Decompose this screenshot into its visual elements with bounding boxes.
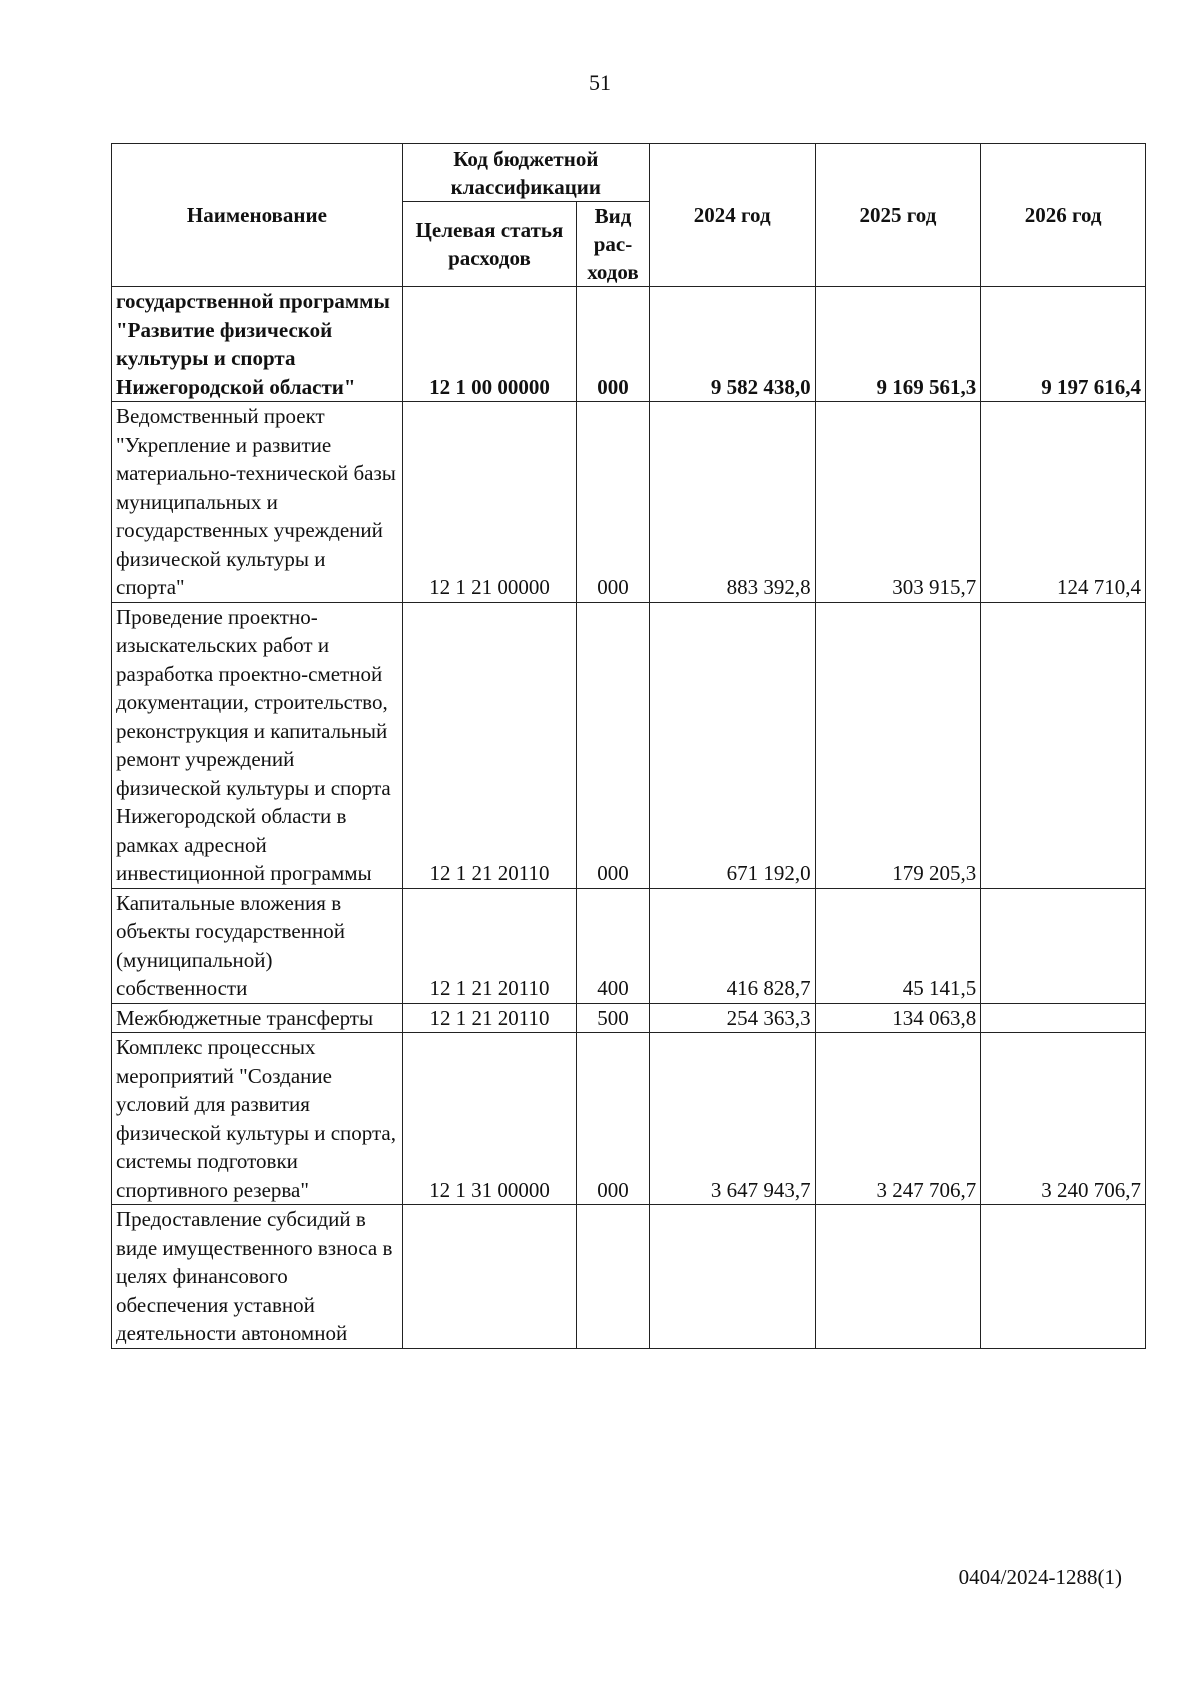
cell-kind: 400 [577, 888, 650, 1003]
cell-name: Межбюджетные трансферты [112, 1003, 403, 1033]
cell-code [402, 1205, 576, 1349]
cell-y2024: 9 582 438,0 [649, 287, 815, 402]
page-number: 51 [589, 70, 611, 95]
cell-name: Капитальные вложения в объекты государственной (муниципальной) собственности [112, 888, 403, 1003]
cell-y2024: 416 828,7 [649, 888, 815, 1003]
cell-y2026 [981, 1003, 1146, 1033]
cell-name: Комплекс процессных мероприятий "Создание условий для развития физической культуры и спорта, системы подготовки спортивного резерва" [112, 1033, 403, 1205]
cell-name: Предоставление субсидий в виде имущественного взноса в целях финансового обеспечения уставной деятельности автономной [112, 1205, 403, 1349]
cell-y2026 [981, 602, 1146, 888]
header-name: Наименование [112, 144, 403, 287]
table-row [112, 287, 1146, 402]
header-kind: Вид рас- ходов [577, 202, 650, 287]
cell-y2025: 9 169 561,3 [815, 287, 981, 402]
cell-y2025: 45 141,5 [815, 888, 981, 1003]
cell-kind: 000 [577, 602, 650, 888]
cell-kind: 000 [577, 1033, 650, 1205]
header-2025: 2025 год [815, 144, 981, 287]
table-row [112, 1003, 1146, 1033]
cell-kind: 000 [577, 402, 650, 603]
cell-y2024: 254 363,3 [649, 1003, 815, 1033]
table-row [112, 888, 1146, 1003]
cell-code: 12 1 21 20110 [402, 602, 576, 888]
cell-y2026: 3 240 706,7 [981, 1033, 1146, 1205]
cell-kind: 500 [577, 1003, 650, 1033]
cell-y2025 [815, 1205, 981, 1349]
table-body [112, 287, 1146, 1349]
cell-code: 12 1 21 00000 [402, 402, 576, 603]
cell-code: 12 1 21 20110 [402, 1003, 576, 1033]
cell-y2026: 124 710,4 [981, 402, 1146, 603]
cell-y2024: 3 647 943,7 [649, 1033, 815, 1205]
table-row [112, 602, 1146, 888]
cell-code: 12 1 21 20110 [402, 888, 576, 1003]
cell-name: государственной программы "Развитие физической культуры и спорта Нижегородской области" [112, 287, 403, 402]
budget-table [111, 143, 1146, 1349]
cell-y2025: 134 063,8 [815, 1003, 981, 1033]
table-row [112, 1205, 1146, 1349]
cell-y2026: 9 197 616,4 [981, 287, 1146, 402]
cell-y2026 [981, 888, 1146, 1003]
cell-kind [577, 1205, 650, 1349]
cell-name: Ведомственный проект "Укрепление и развитие материально-технической базы муниципальных и государственных учреждений физической культуры и спорта" [112, 402, 403, 603]
cell-y2024: 883 392,8 [649, 402, 815, 603]
header-code-group: Код бюджетной классификации [402, 144, 649, 202]
cell-y2025: 3 247 706,7 [815, 1033, 981, 1205]
document-code: 0404/2024-1288(1) [958, 1565, 1122, 1589]
cell-y2025: 179 205,3 [815, 602, 981, 888]
cell-y2025: 303 915,7 [815, 402, 981, 603]
header-target: Целевая статья расходов [402, 202, 576, 287]
cell-code: 12 1 31 00000 [402, 1033, 576, 1205]
cell-code: 12 1 00 00000 [402, 287, 576, 402]
header-2026: 2026 год [981, 144, 1146, 287]
table-row [112, 1033, 1146, 1205]
cell-name: Проведение проектно-изыскательских работ и разработка проектно-сметной документации, строительство, реконструкция и капитальный ремонт учреждений физической культуры и спорта Нижегородской области в рамках адресной инвестиционной программы [112, 602, 403, 888]
cell-kind: 000 [577, 287, 650, 402]
header-2024: 2024 год [649, 144, 815, 287]
cell-y2024: 671 192,0 [649, 602, 815, 888]
cell-y2026 [981, 1205, 1146, 1349]
cell-y2024 [649, 1205, 815, 1349]
table-row [112, 402, 1146, 603]
